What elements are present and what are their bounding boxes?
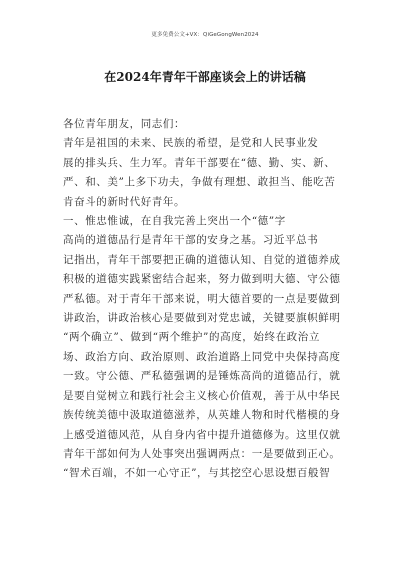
body-line: 各位青年朋友，同志们： <box>63 118 186 130</box>
document-title: 在2024年青年干部座谈会上的讲话稿 <box>104 70 306 84</box>
body-line: “智术百端，不如一心守正”，与其挖空心思设想百般智 <box>63 467 331 480</box>
body-line: 是要自觉树立和践行社会主义核心价值观，善于从中华民 <box>63 389 341 402</box>
body-line: 一、惟忠惟诚，在自我完善上突出一个“德”字 <box>63 215 286 228</box>
body-line: 肯奋斗的新时代好青年。 <box>63 195 186 208</box>
body-line: 展的排头兵、生力军。青年干部要在“德、勤、实、新、 <box>63 156 336 169</box>
body-line: 场、政治方向、政治原则、政治道路上同党中央保持高度 <box>63 350 341 363</box>
body-line: 族传统美德中汲取道德滋养，从英雄人物和时代楷模的身 <box>63 409 341 422</box>
body-line: 上感受道德风范，从自身内省中提升道德修为。这里仅就 <box>63 428 341 441</box>
body-line: 青年干部如何为人处事突出强调两点：一是要做到正心。 <box>63 447 341 460</box>
body-line: 积极的道德实践紧密结合起来，努力做到明大德、守公德 <box>63 273 341 286</box>
body-line: 高尚的道德品行是青年干部的安身之基。习近平总书 <box>63 234 319 247</box>
header-note: 更多免费公文+VX：QiGeGongWen2024 <box>151 32 259 38</box>
body-line: 记指出，青年干部要把正确的道德认知、自觉的道德养成 <box>63 253 341 266</box>
body-line: 严、和、美”上多下功夫，争做有理想、敢担当、能吃苦 <box>63 176 336 189</box>
body-line: 一致。守公德、严私德强调的是锤炼高尚的道德品行，就 <box>63 370 341 383</box>
body-line: 青年是祖国的未来、民族的希望，是党和人民事业发 <box>63 137 319 150</box>
body-line: 讲政治，讲政治核心是要做到对党忠诚，关键要旗帜鲜明 <box>63 312 341 325</box>
body-line: 严私德。对于青年干部来说，明大德首要的一点是要做到 <box>63 292 341 305</box>
body-line: “两个确立”、做到“两个维护”的高度，始终在政治立 <box>63 331 320 344</box>
document-body <box>63 115 349 484</box>
